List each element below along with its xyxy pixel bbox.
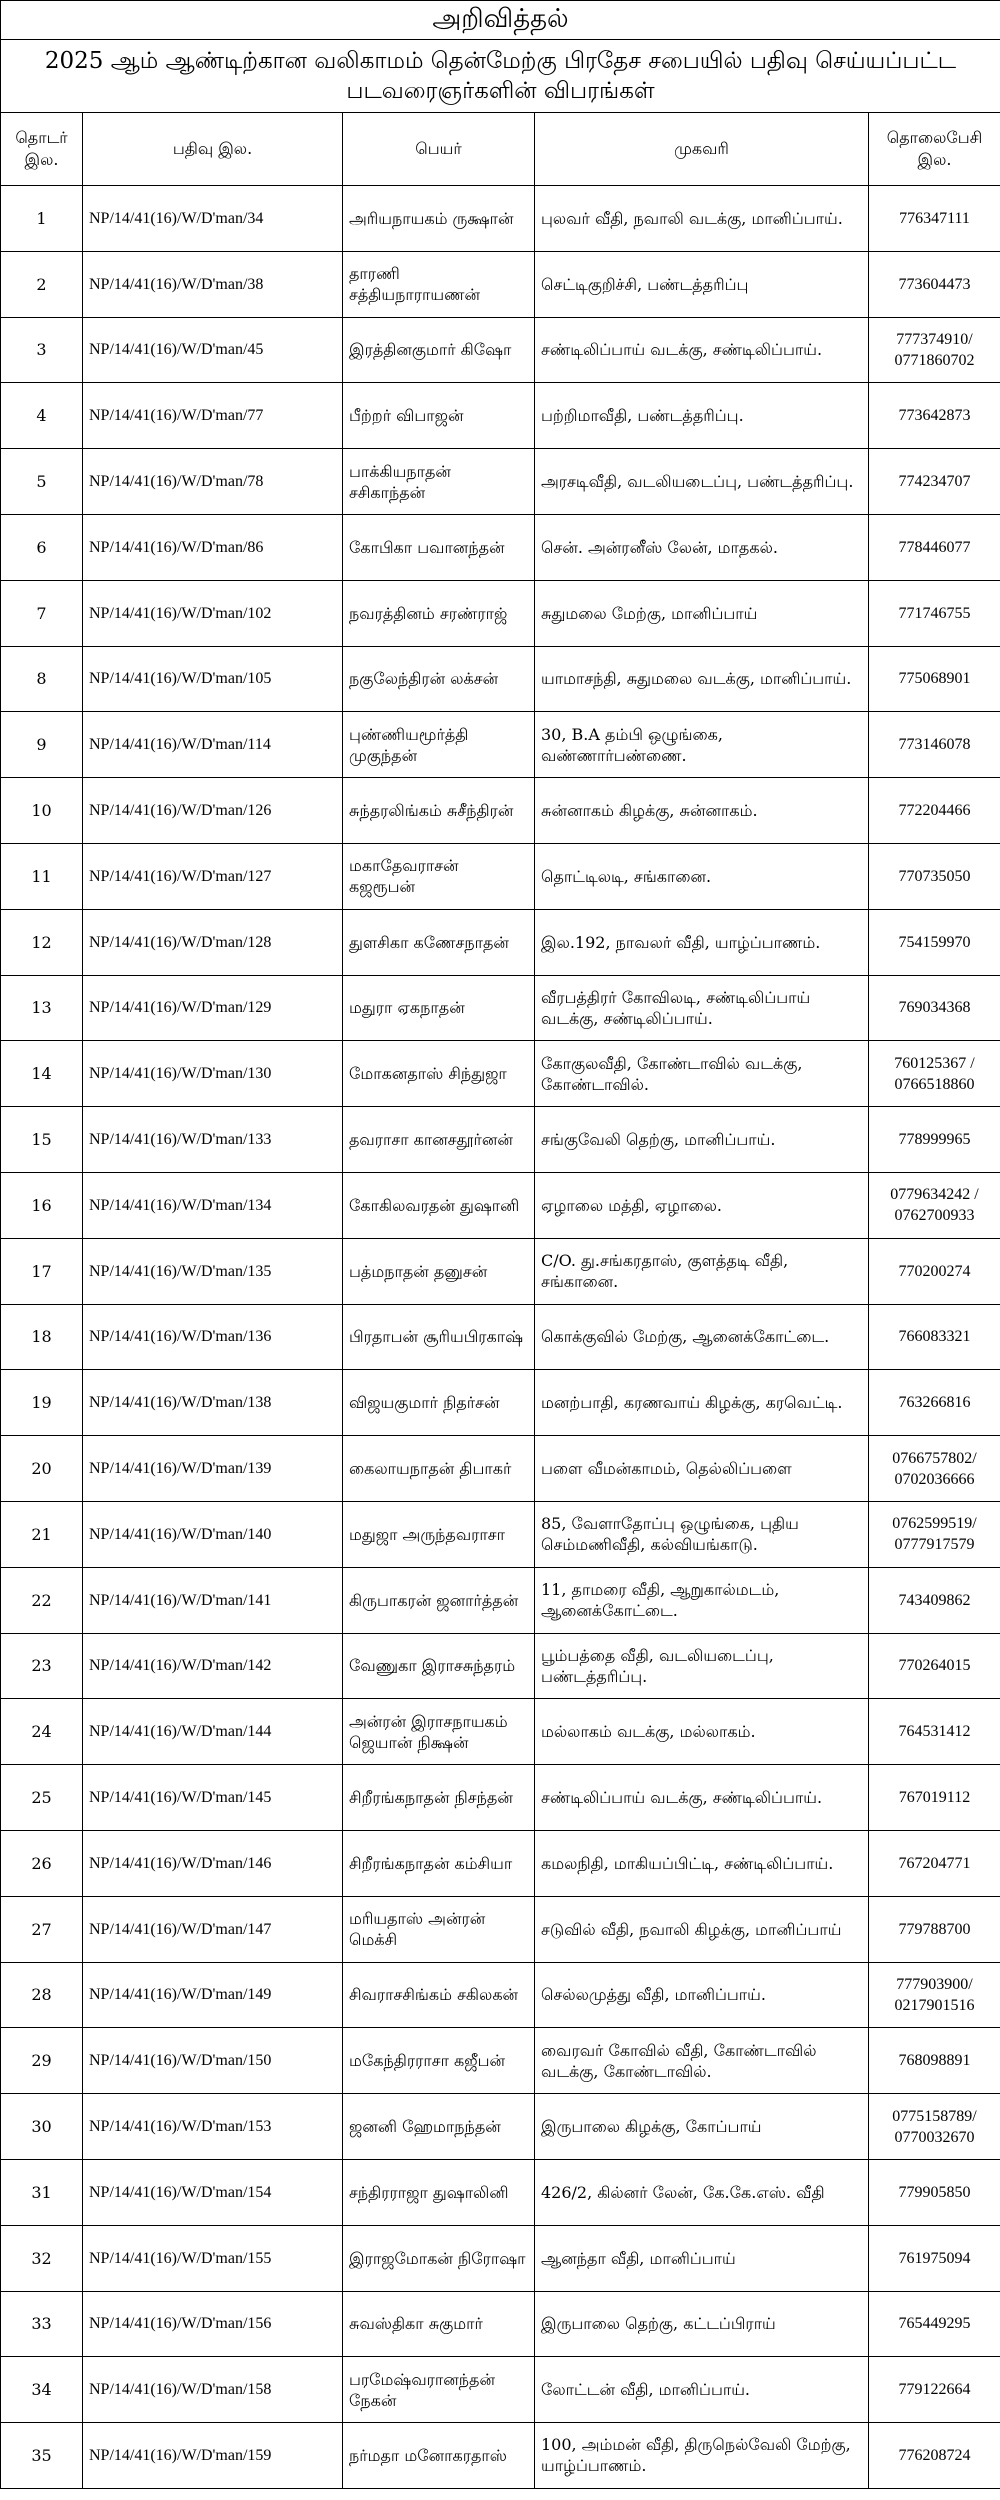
cell-name: நவரத்தினம் சரண்ராஜ் xyxy=(343,580,535,646)
cell-name: சுந்தரலிங்கம் சுசீந்திரன் xyxy=(343,778,535,844)
cell-serial-no: 2 xyxy=(1,251,83,317)
cell-address: லோட்டன் வீதி, மானிப்பாய். xyxy=(535,2357,869,2423)
cell-phone: 772204466 xyxy=(869,778,1000,844)
cell-phone: 760125367 / 0766518860 xyxy=(869,1041,1000,1107)
cell-address: தொட்டிலடி, சங்கானை. xyxy=(535,843,869,909)
cell-address: வைரவர் கோவில் வீதி, கோண்டாவில் வடக்கு, கோண்டாவில். xyxy=(535,2028,869,2094)
cell-address: அரசடிவீதி, வடலியடைப்பு, பண்டத்தரிப்பு. xyxy=(535,449,869,515)
cell-phone: 776347111 xyxy=(869,186,1000,252)
cell-phone: 763266816 xyxy=(869,1370,1000,1436)
cell-registration-no: NP/14/41(16)/W/D'man/159 xyxy=(83,2423,343,2489)
cell-registration-no: NP/14/41(16)/W/D'man/139 xyxy=(83,1436,343,1502)
cell-registration-no: NP/14/41(16)/W/D'man/136 xyxy=(83,1304,343,1370)
cell-address: கமலநிதி, மாகியப்பிட்டி, சண்டிலிப்பாய். xyxy=(535,1830,869,1896)
cell-address: சுன்னாகம் கிழக்கு, சுன்னாகம். xyxy=(535,778,869,844)
table-row xyxy=(1,1962,1000,2028)
cell-registration-no: NP/14/41(16)/W/D'man/86 xyxy=(83,514,343,580)
cell-phone: 0762599519/ 0777917579 xyxy=(869,1501,1000,1567)
cell-serial-no: 32 xyxy=(1,2225,83,2291)
cell-serial-no: 28 xyxy=(1,1962,83,2028)
cell-phone: 774234707 xyxy=(869,449,1000,515)
cell-name: சுவஸ்திகா சுகுமார் xyxy=(343,2291,535,2357)
table-body xyxy=(1,186,1000,2489)
cell-serial-no: 6 xyxy=(1,514,83,580)
cell-address: மல்லாகம் வடக்கு, மல்லாகம். xyxy=(535,1699,869,1765)
cell-phone: 773642873 xyxy=(869,383,1000,449)
table-row xyxy=(1,1041,1000,1107)
cell-name: மரியதாஸ் அன்ரன் மெக்சி xyxy=(343,1896,535,1962)
cell-registration-no: NP/14/41(16)/W/D'man/102 xyxy=(83,580,343,646)
cell-serial-no: 11 xyxy=(1,843,83,909)
cell-serial-no: 10 xyxy=(1,778,83,844)
cell-registration-no: NP/14/41(16)/W/D'man/147 xyxy=(83,1896,343,1962)
cell-address: யாமாசந்தி, சுதுமலை வடக்கு, மானிப்பாய். xyxy=(535,646,869,712)
cell-registration-no: NP/14/41(16)/W/D'man/144 xyxy=(83,1699,343,1765)
cell-serial-no: 15 xyxy=(1,1107,83,1173)
table-row xyxy=(1,383,1000,449)
table-row xyxy=(1,1370,1000,1436)
cell-name: மதுஜா அருந்தவராசா xyxy=(343,1501,535,1567)
cell-serial-no: 33 xyxy=(1,2291,83,2357)
cell-serial-no: 4 xyxy=(1,383,83,449)
cell-address: கோகுலவீதி, கோண்டாவில் வடக்கு, கோண்டாவில். xyxy=(535,1041,869,1107)
cell-name: தாரணி சத்தியநாராயணன் xyxy=(343,251,535,317)
cell-name: மகாதேவராசன் கஜரூபன் xyxy=(343,843,535,909)
cell-name: கைலாயநாதன் திபாகர் xyxy=(343,1436,535,1502)
table-row xyxy=(1,712,1000,778)
cell-phone: 778999965 xyxy=(869,1107,1000,1173)
cell-serial-no: 24 xyxy=(1,1699,83,1765)
cell-address: C/O. து.சங்கரதாஸ், குளத்தடி வீதி, சங்கானை. xyxy=(535,1238,869,1304)
table-row xyxy=(1,2357,1000,2423)
cell-serial-no: 26 xyxy=(1,1830,83,1896)
cell-address: சண்டிலிப்பாய் வடக்கு, சண்டிலிப்பாய். xyxy=(535,1765,869,1831)
cell-address: இருபாலை தெற்கு, கட்டப்பிராய் xyxy=(535,2291,869,2357)
cell-phone: 770735050 xyxy=(869,843,1000,909)
cell-phone: 775068901 xyxy=(869,646,1000,712)
cell-registration-no: NP/14/41(16)/W/D'man/146 xyxy=(83,1830,343,1896)
cell-address: பற்றிமாவீதி, பண்டத்தரிப்பு. xyxy=(535,383,869,449)
cell-address: மனற்பாதி, கரணவாய் கிழக்கு, கரவெட்டி. xyxy=(535,1370,869,1436)
cell-name: நர்மதா மனோகரதாஸ் xyxy=(343,2423,535,2489)
cell-serial-no: 9 xyxy=(1,712,83,778)
cell-name: கோபிகா பவானந்தன் xyxy=(343,514,535,580)
cell-registration-no: NP/14/41(16)/W/D'man/156 xyxy=(83,2291,343,2357)
table-row xyxy=(1,1633,1000,1699)
cell-phone: 761975094 xyxy=(869,2225,1000,2291)
cell-registration-no: NP/14/41(16)/W/D'man/145 xyxy=(83,1765,343,1831)
cell-registration-no: NP/14/41(16)/W/D'man/141 xyxy=(83,1567,343,1633)
table-row xyxy=(1,1830,1000,1896)
cell-serial-no: 29 xyxy=(1,2028,83,2094)
cell-serial-no: 12 xyxy=(1,909,83,975)
cell-phone: 743409862 xyxy=(869,1567,1000,1633)
cell-name: தவராசா கானசதூர்னன் xyxy=(343,1107,535,1173)
cell-address: ஏழாலை மத்தி, ஏழாலை. xyxy=(535,1172,869,1238)
cell-address: சங்குவேலி தெற்கு, மானிப்பாய். xyxy=(535,1107,869,1173)
cell-phone: 765449295 xyxy=(869,2291,1000,2357)
cell-phone: 766083321 xyxy=(869,1304,1000,1370)
cell-serial-no: 19 xyxy=(1,1370,83,1436)
cell-serial-no: 27 xyxy=(1,1896,83,1962)
cell-address: 85, வேளாதோப்பு ஒழுங்கை, புதிய செம்மணிவீதி, கல்வியங்காடு. xyxy=(535,1501,869,1567)
cell-registration-no: NP/14/41(16)/W/D'man/150 xyxy=(83,2028,343,2094)
cell-phone: 770200274 xyxy=(869,1238,1000,1304)
cell-name: கோகிலவரதன் துஷானி xyxy=(343,1172,535,1238)
cell-phone: 773146078 xyxy=(869,712,1000,778)
column-header-serial-no: தொடர் இல. xyxy=(1,113,83,186)
cell-address: சடுவில் வீதி, நவாலி கிழக்கு, மானிப்பாய் xyxy=(535,1896,869,1962)
cell-name: சிவராசசிங்கம் சகிலகன் xyxy=(343,1962,535,2028)
cell-address: சண்டிலிப்பாய் வடக்கு, சண்டிலிப்பாய். xyxy=(535,317,869,383)
cell-address: பூம்பத்தை வீதி, வடலியடைப்பு, பண்டத்தரிப்பு. xyxy=(535,1633,869,1699)
table-row xyxy=(1,1436,1000,1502)
cell-serial-no: 13 xyxy=(1,975,83,1041)
cell-serial-no: 7 xyxy=(1,580,83,646)
table-row xyxy=(1,2159,1000,2225)
table-row xyxy=(1,1765,1000,1831)
cell-name: விஜயகுமார் நிதர்சன் xyxy=(343,1370,535,1436)
column-header-phone: தொலைபேசி இல. xyxy=(869,113,1000,186)
cell-name: பத்மநாதன் தனுசன் xyxy=(343,1238,535,1304)
cell-address: கொக்குவில் மேற்கு, ஆனைக்கோட்டை. xyxy=(535,1304,869,1370)
cell-phone: 777903900/ 0217901516 xyxy=(869,1962,1000,2028)
cell-phone: 776208724 xyxy=(869,2423,1000,2489)
cell-address: 11, தாமரை வீதி, ஆறுகால்மடம், ஆனைக்கோட்டை. xyxy=(535,1567,869,1633)
table-row xyxy=(1,1238,1000,1304)
cell-registration-no: NP/14/41(16)/W/D'man/129 xyxy=(83,975,343,1041)
cell-phone: 779122664 xyxy=(869,2357,1000,2423)
table-row xyxy=(1,2094,1000,2160)
cell-name: சிறீரங்கநாதன் கம்சியா xyxy=(343,1830,535,1896)
cell-serial-no: 22 xyxy=(1,1567,83,1633)
cell-name: ஜனனி ஹேமாநந்தன் xyxy=(343,2094,535,2160)
cell-address: வீரபத்திரர் கோவிலடி, சண்டிலிப்பாய் வடக்கு, சண்டிலிப்பாய். xyxy=(535,975,869,1041)
cell-name: பரமேஷ்வரானந்தன் நேகன் xyxy=(343,2357,535,2423)
table-row xyxy=(1,778,1000,844)
cell-serial-no: 34 xyxy=(1,2357,83,2423)
table-row xyxy=(1,646,1000,712)
cell-serial-no: 17 xyxy=(1,1238,83,1304)
table-row xyxy=(1,1567,1000,1633)
cell-phone: 771746755 xyxy=(869,580,1000,646)
table-row xyxy=(1,909,1000,975)
notice-subtitle: 2025 ஆம் ஆண்டிற்கான வலிகாமம் தென்மேற்கு பிரதேச சபையில் பதிவு செய்யப்பட்ட படவரைஞர்களின் விபரங்கள் xyxy=(1,40,1000,113)
cell-serial-no: 8 xyxy=(1,646,83,712)
cell-phone: 767019112 xyxy=(869,1765,1000,1831)
cell-registration-no: NP/14/41(16)/W/D'man/134 xyxy=(83,1172,343,1238)
table-row xyxy=(1,1304,1000,1370)
cell-serial-no: 1 xyxy=(1,186,83,252)
cell-address: 426/2, கில்னர் லேன், கே.கே.எஸ். வீதி xyxy=(535,2159,869,2225)
cell-name: அரியநாயகம் ருக்ஷான் xyxy=(343,186,535,252)
cell-phone: 779905850 xyxy=(869,2159,1000,2225)
cell-name: அன்ரன் இராசநாயகம் ஜெயான் நிக்ஷன் xyxy=(343,1699,535,1765)
cell-registration-no: NP/14/41(16)/W/D'man/77 xyxy=(83,383,343,449)
cell-serial-no: 18 xyxy=(1,1304,83,1370)
cell-phone: 769034368 xyxy=(869,975,1000,1041)
cell-registration-no: NP/14/41(16)/W/D'man/45 xyxy=(83,317,343,383)
cell-registration-no: NP/14/41(16)/W/D'man/127 xyxy=(83,843,343,909)
cell-phone: 0779634242 / 0762700933 xyxy=(869,1172,1000,1238)
cell-phone: 778446077 xyxy=(869,514,1000,580)
cell-phone: 0766757802/ 0702036666 xyxy=(869,1436,1000,1502)
cell-name: பிரதாபன் சூரியபிரகாஷ் xyxy=(343,1304,535,1370)
table-row xyxy=(1,1699,1000,1765)
cell-address: சென். அன்ரனீஸ் லேன், மாதகல். xyxy=(535,514,869,580)
cell-serial-no: 35 xyxy=(1,2423,83,2489)
cell-name: கிருபாகரன் ஜனார்த்தன் xyxy=(343,1567,535,1633)
table-row xyxy=(1,514,1000,580)
cell-address: 100, அம்மன் வீதி, திருநெல்வேலி மேற்கு, யாழ்ப்பாணம். xyxy=(535,2423,869,2489)
cell-phone: 768098891 xyxy=(869,2028,1000,2094)
table-row xyxy=(1,580,1000,646)
cell-serial-no: 20 xyxy=(1,1436,83,1502)
cell-name: துளசிகா கணேசநாதன் xyxy=(343,909,535,975)
table-row xyxy=(1,1107,1000,1173)
cell-phone: 773604473 xyxy=(869,251,1000,317)
cell-registration-no: NP/14/41(16)/W/D'man/126 xyxy=(83,778,343,844)
cell-address: இருபாலை கிழக்கு, கோப்பாய் xyxy=(535,2094,869,2160)
column-header-registration-no: பதிவு இல. xyxy=(83,113,343,186)
cell-phone: 770264015 xyxy=(869,1633,1000,1699)
cell-registration-no: NP/14/41(16)/W/D'man/38 xyxy=(83,251,343,317)
cell-address: செட்டிகுறிச்சி, பண்டத்தரிப்பு xyxy=(535,251,869,317)
column-header-address: முகவரி xyxy=(535,113,869,186)
cell-serial-no: 3 xyxy=(1,317,83,383)
cell-registration-no: NP/14/41(16)/W/D'man/154 xyxy=(83,2159,343,2225)
cell-name: பாக்கியநாதன் சசிகாந்தன் xyxy=(343,449,535,515)
table-row xyxy=(1,186,1000,252)
cell-registration-no: NP/14/41(16)/W/D'man/158 xyxy=(83,2357,343,2423)
cell-name: வேணுகா இராசசுந்தரம் xyxy=(343,1633,535,1699)
column-header-name: பெயர் xyxy=(343,113,535,186)
cell-address: செல்லமுத்து வீதி, மானிப்பாய். xyxy=(535,1962,869,2028)
cell-registration-no: NP/14/41(16)/W/D'man/128 xyxy=(83,909,343,975)
cell-serial-no: 14 xyxy=(1,1041,83,1107)
cell-registration-no: NP/14/41(16)/W/D'man/149 xyxy=(83,1962,343,2028)
table-row xyxy=(1,1172,1000,1238)
table-row xyxy=(1,2291,1000,2357)
cell-name: மகேந்திரராசா கஜீபன் xyxy=(343,2028,535,2094)
cell-registration-no: NP/14/41(16)/W/D'man/138 xyxy=(83,1370,343,1436)
cell-address: ஆனந்தா வீதி, மானிப்பாய் xyxy=(535,2225,869,2291)
cell-serial-no: 31 xyxy=(1,2159,83,2225)
cell-phone: 777374910/ 0771860702 xyxy=(869,317,1000,383)
cell-name: மோகனதாஸ் சிந்துஜா xyxy=(343,1041,535,1107)
cell-name: இரத்தினகுமார் கிஷோ xyxy=(343,317,535,383)
cell-phone: 779788700 xyxy=(869,1896,1000,1962)
notice-title: அறிவித்தல் xyxy=(1,1,1000,40)
cell-serial-no: 25 xyxy=(1,1765,83,1831)
cell-registration-no: NP/14/41(16)/W/D'man/133 xyxy=(83,1107,343,1173)
cell-name: பீற்றர் விபாஜன் xyxy=(343,383,535,449)
cell-name: மதுரா ஏகநாதன் xyxy=(343,975,535,1041)
table-row xyxy=(1,2423,1000,2489)
cell-registration-no: NP/14/41(16)/W/D'man/78 xyxy=(83,449,343,515)
table-row xyxy=(1,975,1000,1041)
cell-serial-no: 30 xyxy=(1,2094,83,2160)
cell-name: புண்ணியமூர்த்தி முகுந்தன் xyxy=(343,712,535,778)
table-row xyxy=(1,317,1000,383)
cell-phone: 764531412 xyxy=(869,1699,1000,1765)
cell-serial-no: 23 xyxy=(1,1633,83,1699)
cell-address: சுதுமலை மேற்கு, மானிப்பாய் xyxy=(535,580,869,646)
cell-name: நகுலேந்திரன் லக்சன் xyxy=(343,646,535,712)
cell-name: சிறீரங்கநாதன் நிசந்தன் xyxy=(343,1765,535,1831)
cell-phone: 0775158789/ 0770032670 xyxy=(869,2094,1000,2160)
cell-serial-no: 21 xyxy=(1,1501,83,1567)
cell-registration-no: NP/14/41(16)/W/D'man/105 xyxy=(83,646,343,712)
cell-name: இராஜமோகன் நிரோஷா xyxy=(343,2225,535,2291)
cell-registration-no: NP/14/41(16)/W/D'man/140 xyxy=(83,1501,343,1567)
cell-address: பளை வீமன்காமம், தெல்லிப்பளை xyxy=(535,1436,869,1502)
cell-address: 30, B.A தம்பி ஒழுங்கை, வண்ணார்பண்ணை. xyxy=(535,712,869,778)
cell-registration-no: NP/14/41(16)/W/D'man/34 xyxy=(83,186,343,252)
cell-registration-no: NP/14/41(16)/W/D'man/130 xyxy=(83,1041,343,1107)
cell-address: புலவர் வீதி, நவாலி வடக்கு, மானிப்பாய். xyxy=(535,186,869,252)
table-row xyxy=(1,1501,1000,1567)
cell-name: சந்திரராஜா துஷாலினி xyxy=(343,2159,535,2225)
cell-registration-no: NP/14/41(16)/W/D'man/135 xyxy=(83,1238,343,1304)
table-row xyxy=(1,251,1000,317)
cell-registration-no: NP/14/41(16)/W/D'man/114 xyxy=(83,712,343,778)
cell-registration-no: NP/14/41(16)/W/D'man/142 xyxy=(83,1633,343,1699)
cell-phone: 767204771 xyxy=(869,1830,1000,1896)
cell-address: இல.192, நாவலர் வீதி, யாழ்ப்பாணம். xyxy=(535,909,869,975)
table-row xyxy=(1,843,1000,909)
cell-serial-no: 16 xyxy=(1,1172,83,1238)
table-row xyxy=(1,449,1000,515)
cell-registration-no: NP/14/41(16)/W/D'man/155 xyxy=(83,2225,343,2291)
cell-serial-no: 5 xyxy=(1,449,83,515)
table-row xyxy=(1,1896,1000,1962)
cell-phone: 754159970 xyxy=(869,909,1000,975)
table-row xyxy=(1,2028,1000,2094)
cell-registration-no: NP/14/41(16)/W/D'man/153 xyxy=(83,2094,343,2160)
table-row xyxy=(1,2225,1000,2291)
